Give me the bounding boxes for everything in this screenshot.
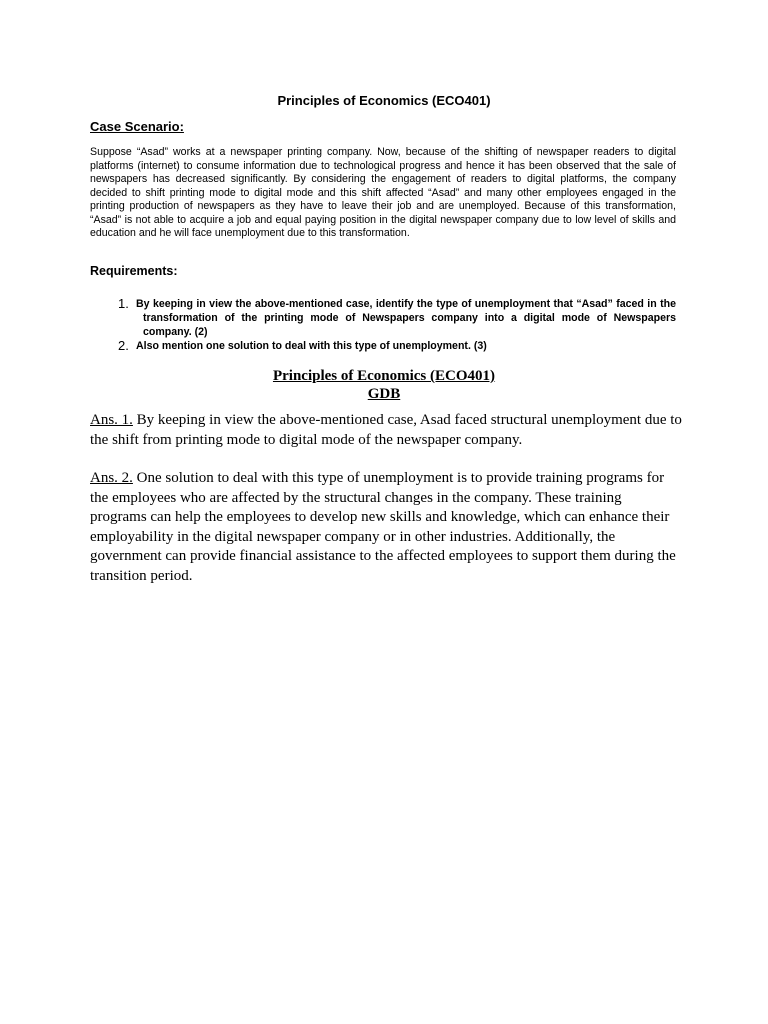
requirement-text: By keeping in view the above-mentioned case, identify the type of unemployment that “Asad” faced in the transformation of the printing mode of Newspapers company into a digital mode of Newspapers company. (2): [136, 298, 676, 338]
answer-1: [90, 411, 682, 450]
requirements-heading: Requirements:: [90, 264, 178, 278]
case-scenario-heading: Case Scenario:: [90, 119, 184, 134]
requirement-number: 1.: [118, 296, 129, 311]
answer-label: Ans. 1.: [90, 412, 133, 428]
answer-title: Principles of Economics (ECO401): [272, 368, 496, 384]
document-title: Principles of Economics (ECO401): [277, 93, 491, 108]
answer-text: One solution to deal with this type of unemployment is to provide training programs for the employees who are affected by the structural changes in the company. These training programs can help the employees to develop new skills and knowledge, which can enhance their employability in the digital newspaper company or in other industries. Additionally, the government can provide financial assistance to the affected employees to support them during the transition period.: [90, 470, 676, 584]
requirement-number: 2.: [118, 338, 129, 353]
requirements-list: [118, 297, 676, 353]
answer-subtitle: GDB: [367, 386, 401, 402]
requirement-text: Also mention one solution to deal with this type of unemployment. (3): [136, 340, 487, 352]
answer-section-title: [0, 367, 768, 403]
answer-label: Ans. 2.: [90, 470, 133, 486]
case-scenario-text: Suppose “Asad” works at a newspaper printing company. Now, because of the shifting of newspaper readers to digital platforms (internet) to consume information due to technological progress and hence it has been observed that the sale of newspapers has decreased significantly. By considering the engagement of readers to digital platforms, the company decided to shift printing mode to digital mode and this shift affected “Asad” and many other employees engaged in the printing production of newspapers as they have to leave their job and are unemployed. Because of this transformation, “Asad” is not able to acquire a job and equal paying position in the digital newspaper company due to low level of skills and education and he will face unemployment due to this transformation.: [90, 146, 676, 239]
answer-text: By keeping in view the above-mentioned case, Asad faced structural unemployment due to the shift from printing mode to digital mode of the newspaper company.: [90, 412, 682, 448]
requirement-item: [118, 339, 676, 353]
requirement-item: [118, 297, 676, 339]
answer-2: [90, 469, 682, 586]
